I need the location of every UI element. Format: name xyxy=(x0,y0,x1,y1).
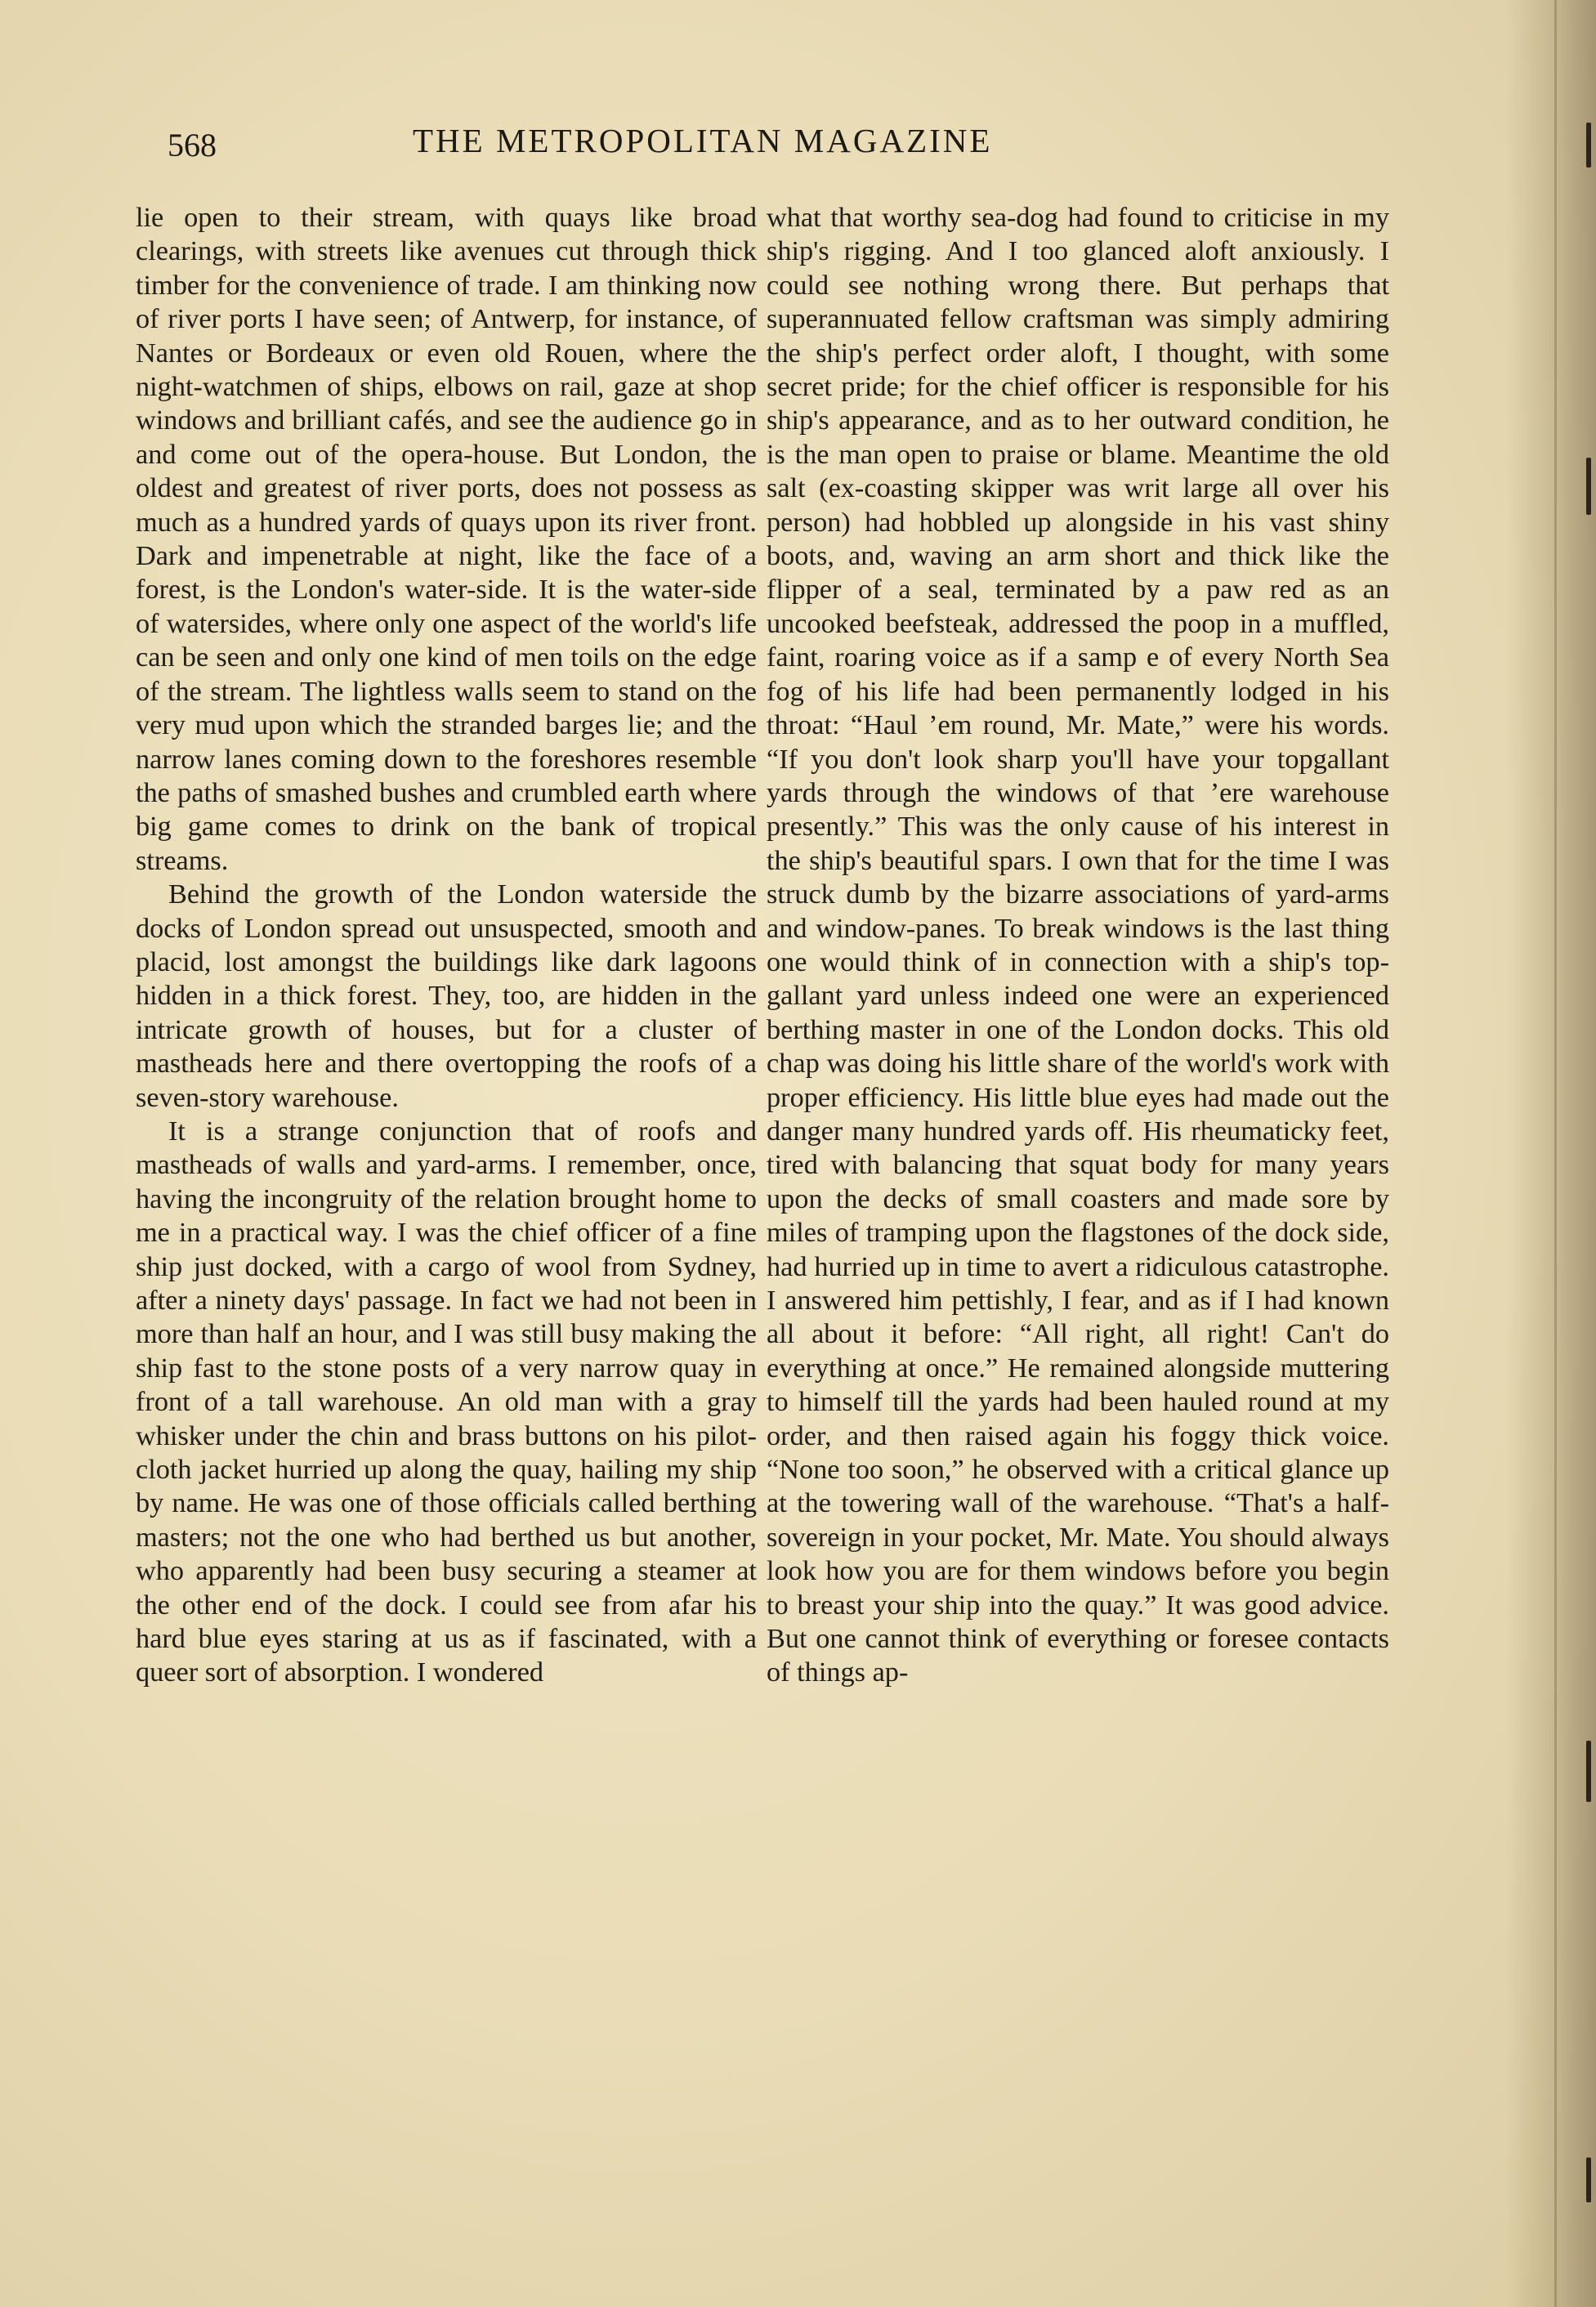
paragraph: It is a strange conjunction that of roofs and mastheads of walls and yard-arms. I remember, once, having the incongruity of the relation brought home to me in a practical way. I was the chief officer of a fine ship just docked, with a cargo of wool from Sydney, after a ninety days' passage. In fact we had not been in more than half an hour, and I was still busy making the ship fast to the stone posts of a very narrow quay in front of a tall warehouse. An old man with a gray whisker under the chin and brass buttons on his pilot-cloth jacket hurried up along the quay, hailing my ship by name. He was one of those officials called berthing masters; not the one who had berthed us but another, who apparently had been busy securing a steamer at the other end of the dock. I could see from afar his hard blue eyes staring at us as if fascinated, with a queer sort of absorption. I wondered xyxy=(136,1115,757,1688)
page-header xyxy=(168,121,1087,170)
paragraph: what that worthy sea-dog had found to criticise in my ship's rigging. And I too glanced aloft anxiously. I could see nothing wrong there. But perhaps that superannuated fellow craftsman was simply admiring the ship's perfect order aloft, I thought, with some secret pride; for the chief officer is responsible for his ship's appearance, and as to her outward condition, he is the man open to praise or blame. Meantime the old salt (ex-coasting skipper was writ large all over his person) had hobbled up alongside in his vast shiny boots, and, waving an arm short and thick like the flipper of a seal, terminated by a paw red as an uncooked beefsteak, addressed the poop in a muffled, faint, roaring voice as if a samp e of every North Sea fog of his life had been permanently lodged in his throat: “Haul ’em round, Mr. Mate,” were his words. “If you don't look sharp you'll have your topgallant yards through the windows of that ’ere warehouse presently.” This was the only cause of his interest in the ship's beautiful spars. I own that for the time I was struck dumb by the bizarre associations of yard-arms and window-panes. To break windows is the last thing one would think of in connection with a ship's top-gallant yard unless indeed one were an experienced berthing master in one of the London docks. This old chap was doing his little share of the world's work with proper efficiency. His little blue eyes had made out the danger many hundred yards off. His rheumaticky feet, tired with balancing that squat body for many years upon the decks of small coasters and made sore by miles of tramping upon the flagstones of the dock side, had hurried up in time to avert a ridiculous catastrophe. I answered him pettishly, I fear, and as if I had known all about it before: “All right, all right! Can't do everything at once.” He remained alongside muttering to himself till the yards had been hauled round at my order, and then raised again his foggy thick voice. “None too soon,” he observed with a critical glance up at the towering wall of the warehouse. “That's a half-sovereign in your pocket, Mr. Mate. You should always look how you are for them windows before you begin to breast your ship into the quay.” It was good advice. But one cannot think of everything or foresee contacts of things ap- xyxy=(767,202,1389,1688)
binding-mark xyxy=(1586,2157,1591,2202)
right-column xyxy=(767,201,1389,1690)
paragraph: lie open to their stream, with quays like broad clearings, with streets like avenues cut through thick timber for the convenience of trade. I am thinking now of river ports I have seen; of Antwerp, for instance, of Nantes or Bordeaux or even old Rouen, where the night-watchmen of ships, elbows on rail, gaze at shop windows and brilliant cafés, and see the audience go in and come out of the opera-house. But London, the oldest and greatest of river ports, does not possess as much as a hundred yards of quays upon its river front. Dark and impenetrable at night, like the face of a forest, is the London's water-side. It is the water-side of watersides, where only one aspect of the world's life can be seen and only one kind of men toils on the edge of the stream. The lightless walls seem to stand on the very mud upon which the stranded barges lie; and the narrow lanes coming down to the foreshores resemble the paths of smashed bushes and crumbled earth where big game comes to drink on the bank of tropical streams. xyxy=(136,202,757,876)
binding-mark xyxy=(1586,1741,1591,1802)
page-edge-shadow xyxy=(1506,0,1596,2307)
binding-mark xyxy=(1586,123,1591,168)
left-column xyxy=(136,201,757,1690)
page-number: 568 xyxy=(168,127,217,163)
running-title: THE METROPOLITAN MAGAZINE xyxy=(413,122,993,159)
binding-mark xyxy=(1586,458,1591,515)
paragraph: Behind the growth of the London waterside the docks of London spread out unsuspected, smooth and placid, lost amongst the buildings like dark lagoons hidden in a thick forest. They, too, are hidden in the intricate growth of houses, but for a cluster of mastheads here and there overtopping the roofs of a seven-story warehouse. xyxy=(136,879,757,1113)
page-fold-line xyxy=(1554,0,1557,2307)
